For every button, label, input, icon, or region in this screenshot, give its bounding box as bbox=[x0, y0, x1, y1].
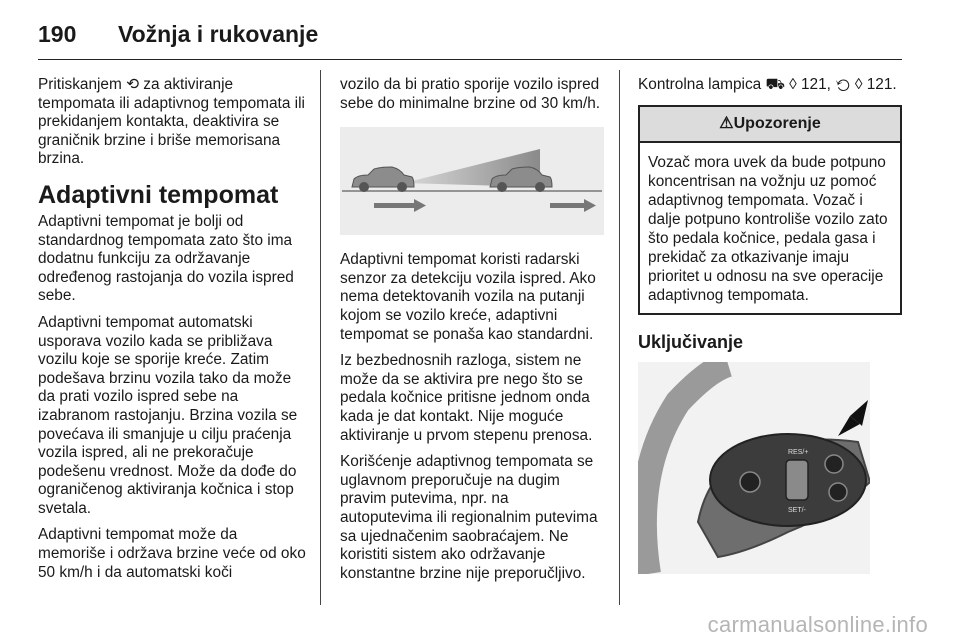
text-column-2 bbox=[340, 76, 604, 591]
paragraph: Iz bezbednosnih razloga, sistem ne može da se aktivira pre nego što se pedala kočnice pritisne jednom onda kada je dat kontakt. Nije moguće aktiviranje u prvom stepenu prenosa. bbox=[340, 352, 593, 444]
radar-diagram bbox=[340, 127, 604, 235]
paragraph: Adaptivni tempomat automatski usporava vozilo kada se približava vozilu koje se sporije kreće. Zatim podešava brzinu vozila tako da može da prati vozilo ispred sebe na izabranom rastojanju. Brzina vozila se povećava ili smanjuje u cilju praćenja vozila ispred, ali ne prekoračuje podešenu vrednost. Može da dođe do ograničenog aktiviranja kočnica i stop svetala. bbox=[38, 313, 298, 517]
steering-wheel-photo bbox=[638, 362, 870, 574]
steering-wheel-controls-image bbox=[638, 362, 870, 574]
res-label: RES/+ bbox=[788, 448, 809, 456]
thumbwheel bbox=[786, 460, 808, 500]
cruise-off-button bbox=[740, 472, 760, 492]
own-car-icon bbox=[352, 167, 414, 192]
arrow-right-icon bbox=[550, 199, 596, 212]
column-divider bbox=[320, 70, 321, 605]
distance-button bbox=[825, 455, 843, 473]
arrow-right-icon bbox=[374, 199, 426, 212]
set-label: SET/- bbox=[788, 506, 806, 514]
paragraph: vozilo da bi pratio sporije vozilo ispred sebe do minimalne brzine od 30 km/h. bbox=[340, 76, 601, 112]
section-heading: Adaptivni tempomat bbox=[38, 180, 279, 209]
warning-text: Vozač mora uvek da bude potpuno koncentrisan na vožnju uz pomoć adaptivnog tempomata. Vozač i dalje potpuno kontroliše vozilo zato što pedala kočnice, pedala gasa i prekidač za otkazivanje imaju prioritet u odnosu na sve operacije adaptivnog tempomata. bbox=[648, 154, 888, 305]
header-rule bbox=[38, 59, 902, 60]
column-divider bbox=[619, 70, 620, 605]
warning-title: ⚠Upozorenje bbox=[640, 107, 900, 144]
cruise-button bbox=[829, 483, 847, 501]
paragraph: Adaptivni tempomat koristi radarski senzor za detekciju vozila ispred. Ako nema detektovanih vozila na putanji kojom se vozilo kreće, adaptivni tempomat se ponaša kao standardni. bbox=[340, 251, 596, 343]
page-number: 190 bbox=[38, 20, 77, 47]
radar-illustration bbox=[340, 127, 604, 235]
paragraph: Adaptivni tempomat je bolji od standardnog tempomata zato što ima dodatnu funkciju za održavanje određenog rastojanja do vozila ispred sebe. bbox=[38, 212, 294, 305]
paragraph: Korišćenje adaptivnog tempomata se uglavnom preporučuje na dugim pravim putevima, npr. na autoputevima ili regionalnim putevima sa ujednačenim saobraćajem. Ne koristiti sistem ako održavanje konstantne brzine nije preporučljivo. bbox=[340, 453, 598, 582]
reference-line: Kontrolna lampica ⛟ ◊ 121, ⟲ ◊ 121. bbox=[638, 76, 897, 93]
page-title: Vožnja i rukovanje bbox=[118, 20, 319, 47]
paragraph: Adaptivni tempomat može da memoriše i održava brzine veće od oko 50 km/h i da automatski koči bbox=[38, 526, 306, 581]
text-column-1 bbox=[38, 76, 306, 590]
text-column-3 bbox=[638, 76, 902, 574]
pointer-arrow-icon bbox=[838, 400, 868, 436]
watermark: carmanualsonline.info bbox=[707, 612, 928, 637]
page-header bbox=[38, 14, 318, 54]
intro-paragraph: Pritiskanjem ⟲ za aktiviranje tempomata ili adaptivnog tempomata ili prekidanjem kontakta, deaktivira se graničnik brzine i briše memorisana brzina. bbox=[38, 76, 305, 168]
sub-heading: Uključivanje bbox=[638, 332, 744, 353]
warning-box bbox=[638, 105, 902, 316]
